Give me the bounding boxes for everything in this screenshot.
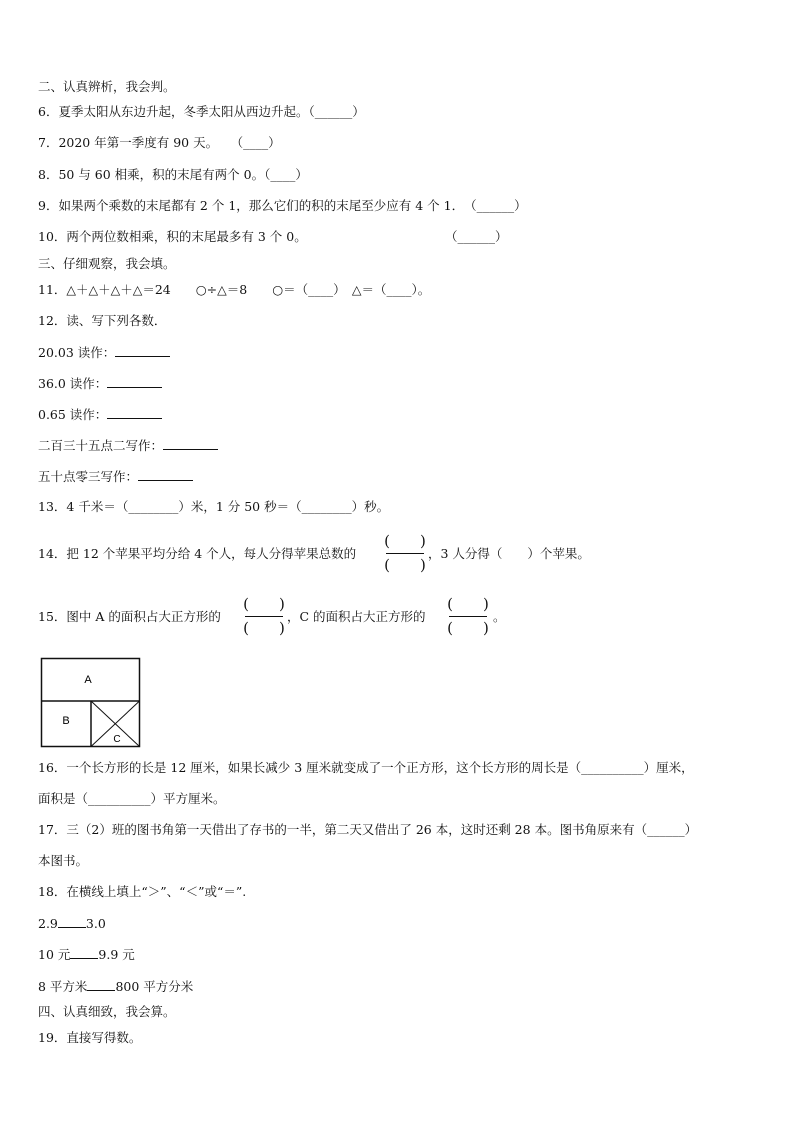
question-15-text-after: 。 — [493, 609, 506, 624]
fraction-denominator: ( ) — [384, 556, 426, 574]
question-17-line-2: 本图书。 — [38, 853, 89, 868]
q12-item-1 — [38, 344, 170, 361]
q12-item-label: 0.65 读作： — [38, 407, 108, 422]
q12-item-4 — [38, 437, 218, 454]
fraction-denominator: ( ) — [243, 619, 285, 637]
question-11: 11．△＋△＋△＋△＝24 ○÷△＝8 ○＝（____） △＝（____）。 — [38, 282, 431, 297]
q14-fraction — [384, 532, 426, 576]
question-6: 6．夏季太阳从东边升起，冬季太阳从西边升起。（______） — [38, 104, 365, 119]
fraction-numerator: ( ) — [243, 595, 285, 613]
fraction-bar — [245, 616, 283, 617]
region-label-b: B — [62, 715, 70, 727]
q12-item-5 — [38, 468, 193, 485]
question-19: 19．直接写得数。 — [38, 1030, 142, 1045]
question-13: 13．4 千米＝（________）米，1 分 50 秒＝（________）秒。 — [38, 499, 390, 514]
question-15-text-middle: ，C 的面积占大正方形的 — [287, 609, 426, 624]
q12-item-label: 20.03 读作： — [38, 345, 116, 360]
compare-left: 2.9 — [38, 916, 58, 931]
answer-blank — [107, 406, 162, 419]
compare-right: 9.9 元 — [98, 947, 135, 962]
fraction-denominator: ( ) — [447, 619, 489, 637]
answer-blank — [70, 946, 98, 959]
region-label-a: A — [84, 674, 92, 686]
q12-item-3 — [38, 406, 162, 423]
question-14-text-before: 14．把 12 个苹果平均分给 4 个人，每人分得苹果总数的 — [38, 546, 357, 561]
question-10: 10．两个两位数相乘，积的末尾最多有 3 个 0。 — [38, 229, 307, 244]
question-14-text-after: ，3 人分得（ ）个苹果。 — [428, 546, 590, 561]
fraction-bar — [449, 616, 487, 617]
answer-blank — [163, 437, 218, 450]
question-16-line-1: 16．一个长方形的长是 12 厘米，如果长减少 3 厘米就变成了一个正方形，这个长方形的周长是（__________）厘米， — [38, 760, 694, 775]
fraction-numerator: ( ) — [384, 532, 426, 550]
q15-fraction-c — [447, 595, 489, 639]
compare-left: 8 平方米 — [38, 979, 88, 994]
question-15-text-before: 15．图中 A 的面积占大正方形的 — [38, 609, 221, 624]
section-2-heading: 二、认真辨析，我会判。 — [38, 79, 176, 94]
question-16-line-2: 面积是（__________）平方厘米。 — [38, 791, 226, 806]
q18-comparison-2 — [38, 946, 135, 963]
region-label-c: C — [113, 734, 121, 745]
fraction-bar — [386, 553, 424, 554]
q18-comparison-1 — [38, 915, 106, 932]
question-18-title: 18．在横线上填上“＞”、“＜”或“＝”. — [38, 884, 247, 899]
question-10-answer-blank: （______） — [445, 229, 508, 244]
q12-item-label: 五十点零三写作： — [38, 469, 139, 484]
answer-blank — [58, 915, 86, 928]
compare-left: 10 元 — [38, 947, 71, 962]
answer-blank — [107, 375, 162, 388]
q12-item-label: 二百三十五点二写作： — [38, 438, 164, 453]
q12-item-2 — [38, 375, 162, 392]
answer-blank — [87, 978, 115, 991]
question-8: 8．50 与 60 相乘，积的末尾有两个 0。（____） — [38, 167, 308, 182]
section-4-heading: 四、认真细致，我会算。 — [38, 1004, 176, 1019]
answer-blank — [115, 344, 170, 357]
q18-comparison-3 — [38, 978, 193, 995]
question-17-line-1: 17．三（2）班的图书角第一天借出了存书的一半，第二天又借出了 26 本，这时还剩 28 本。图书角原来有（______） — [38, 822, 698, 837]
question-7: 7．2020 年第一季度有 90 天。 （____） — [38, 135, 281, 150]
q15-fraction-a — [243, 595, 285, 639]
compare-right: 3.0 — [85, 916, 106, 931]
question-12-title: 12．读、写下列各数． — [38, 313, 167, 328]
fraction-numerator: ( ) — [447, 595, 489, 613]
compare-right: 800 平方分米 — [115, 979, 194, 994]
question-9: 9．如果两个乘数的末尾都有 2 个 1，那么它们的积的末尾至少应有 4 个 1． （______） — [38, 198, 527, 213]
q12-item-label: 36.0 读作： — [38, 376, 108, 391]
section-3-heading: 三、仔细观察，我会填。 — [38, 256, 176, 271]
square-figure — [40, 657, 142, 749]
answer-blank — [138, 468, 193, 481]
